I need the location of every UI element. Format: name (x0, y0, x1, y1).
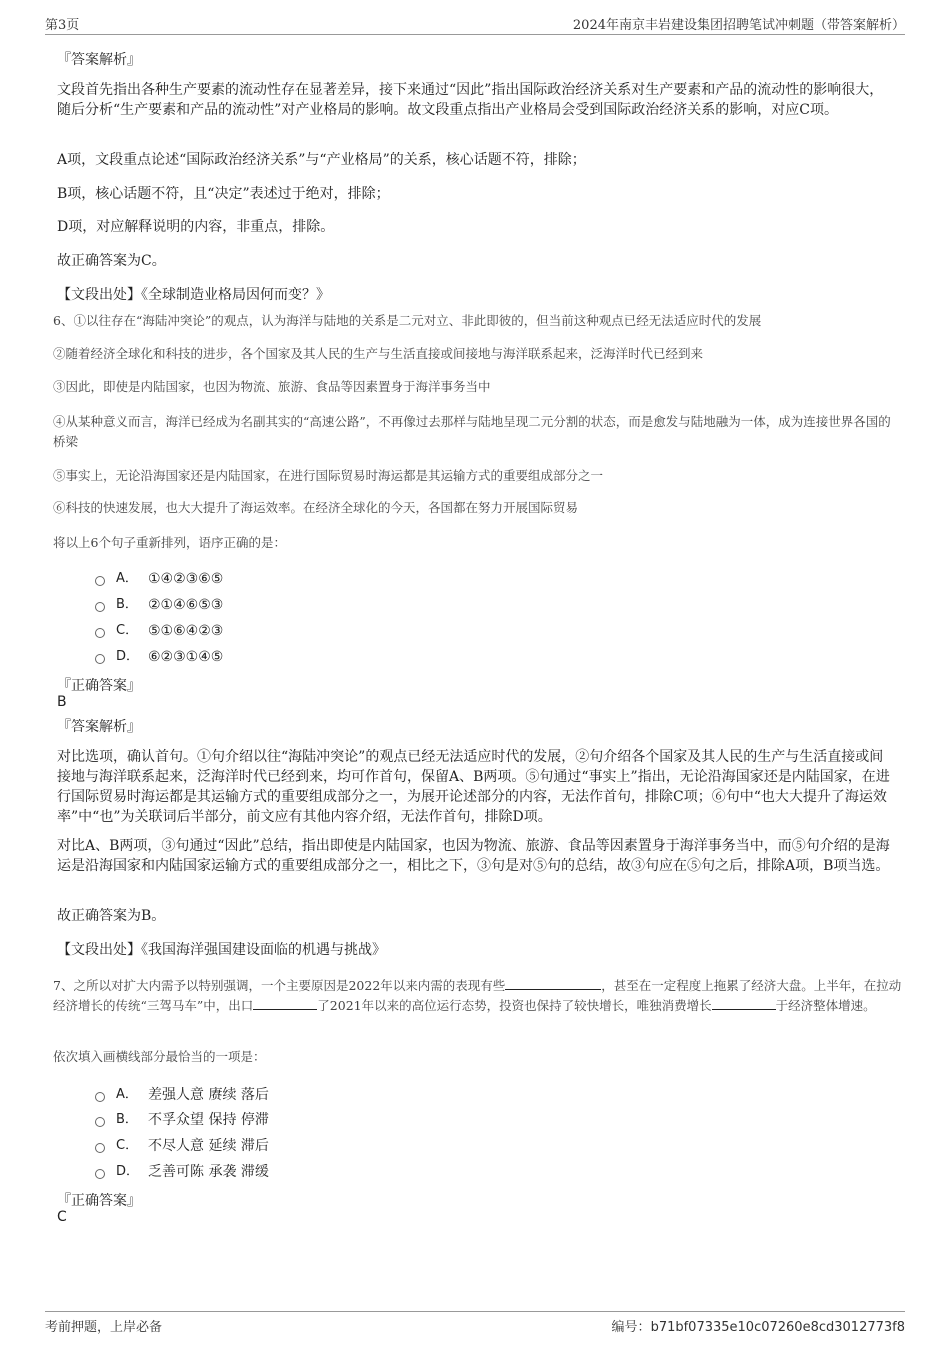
question-sentence: ⑥科技的快速发展，也大大提升了海运效率。在经济全球化的今天，各国都在努力开展国际贸易 (53, 500, 579, 515)
source-citation: 【文段出处】《我国海洋强国建设面临的机遇与挑战》 (57, 942, 386, 958)
fill-blank (505, 977, 601, 990)
radio-icon[interactable] (95, 1092, 105, 1102)
stem-part: ，甚至在一定程度上拖累了经济大盘。上半年，在拉动经济增长的传统“三驾马车”中，出口 (53, 978, 902, 1013)
question-sentence: 6、①以往存在“海陆冲突论”的观点，认为海洋与陆地的关系是二元对立、非此即彼的，但当前这种观点已经无法适应时代的发展 (53, 313, 762, 328)
analysis-paragraph: A项，文段重点论述“国际政治经济关系”与“产业格局”的关系，核心话题不符，排除； (57, 152, 586, 168)
analysis-paragraph: 对比A、B两项，③句通过“因此”总结，指出即使是内陆国家，也因为物流、旅游、食品等因素置身于海洋事务当中，而⑤句介绍的是海运是沿海国家和内陆国家运输方式的重要组成部分之一，相比之下，③句是对⑤句的总结，故③句应在⑤句之后，排除A项，B项当选。 (57, 838, 890, 874)
option-key: D． (116, 649, 140, 664)
radio-icon[interactable] (95, 576, 105, 586)
option-d[interactable] (95, 647, 223, 667)
option-a[interactable] (95, 1085, 269, 1105)
page-number: 第3页 (45, 18, 80, 33)
question-prompt: 依次填入画横线部分最恰当的一项是： (53, 1049, 266, 1064)
question-sentence: ②随着经济全球化和科技的进步，各个国家及其人民的生产与生活直接或间接地与海洋联系起来，泛海洋时代已经到来 (53, 346, 704, 361)
source-citation: 【文段出处】《全球制造业格局因何而变？》 (57, 287, 330, 303)
option-text: ②①④⑥⑤③ (148, 597, 224, 613)
question-sentence: ③因此，即使是内陆国家，也因为物流、旅游、食品等因素置身于海洋事务当中 (53, 379, 491, 394)
option-text: ①④②③⑥⑤ (148, 571, 224, 587)
option-key: C． (116, 623, 139, 638)
document-code (612, 1316, 905, 1335)
analysis-label: 『答案解析』 (57, 52, 141, 68)
radio-icon[interactable] (95, 1117, 105, 1127)
document-title: 2024年南京丰岩建设集团招聘笔试冲刺题（带答案解析） (572, 18, 905, 33)
option-text: 不尽人意 延续 滞后 (148, 1138, 269, 1154)
option-key: C． (116, 1138, 139, 1153)
answer-label: 『正确答案』 (57, 678, 141, 694)
option-text: 差强人意 赓续 落后 (148, 1087, 269, 1103)
stem-part: 了2021年以来的高位运行态势，投资也保持了较快增长，唯独消费增长 (317, 998, 712, 1013)
radio-icon[interactable] (95, 1169, 105, 1179)
option-b[interactable] (95, 595, 223, 615)
question-stem (53, 976, 903, 1016)
correct-answer: B (57, 694, 67, 710)
stem-part: 7、之所以对扩大内需予以特别强调，一个主要原因是2022年以来内需的表现有些 (53, 978, 506, 993)
analysis-paragraph: B项，核心话题不符，且“决定”表述过于绝对，排除； (57, 186, 390, 202)
stem-part: 于经济整体增速。 (775, 998, 876, 1013)
option-key: B． (116, 1112, 138, 1127)
option-d[interactable] (95, 1162, 269, 1182)
page-header (45, 14, 905, 35)
option-text: ⑤①⑥④②③ (148, 623, 224, 639)
option-key: B． (116, 597, 138, 612)
code-label: 编号： (611, 1320, 651, 1335)
analysis-paragraph: 故正确答案为C。 (57, 253, 166, 269)
option-text: 乏善可陈 承袭 滞缓 (148, 1164, 269, 1180)
fill-blank (253, 997, 317, 1010)
question-prompt: 将以上6个句子重新排列，语序正确的是： (53, 535, 286, 550)
answer-label: 『正确答案』 (57, 1193, 141, 1209)
option-text: 不孚众望 保持 停滞 (148, 1112, 269, 1128)
option-a[interactable] (95, 569, 223, 589)
analysis-paragraph: 文段首先指出各种生产要素的流动性存在显著差异，接下来通过“因此”指出国际政治经济关系对生产要素和产品的流动性的影响很大，随后分析“生产要素和产品的流动性”对产业格局的影响。故文段重点指出产业格局会受到国际政治经济关系的影响，对应C项。 (57, 82, 884, 118)
radio-icon[interactable] (95, 628, 105, 638)
option-c[interactable] (95, 621, 223, 641)
footer-slogan: 考前押题，上岸必备 (45, 1320, 163, 1335)
fill-blank (712, 997, 776, 1010)
code-value: b71bf07335e10c07260e8cd3012773f8 (650, 1320, 905, 1335)
radio-icon[interactable] (95, 1143, 105, 1153)
analysis-paragraph: 对比选项，确认首句。①句介绍以往“海陆冲突论”的观点已经无法适应时代的发展，②句介绍各个国家及其人民的生产与生活直接或间接地与海洋联系起来，泛海洋时代已经到来，均可作首句，保留A、B两项。⑤句通过“事实上”指出，无论沿海国家还是内陆国家，在进行国际贸易时海运都是其运输方式的重要组成部分之一，为展开论述部分的内容，无法作首句，排除C项；⑥句中“也大大提升了海运效率”中“也”为关联词后半部分，前文应有其他内容介绍，无法作首句，排除D项。 (57, 749, 890, 825)
option-text: ⑥②③①④⑤ (148, 649, 224, 665)
analysis-paragraph: 故正确答案为B。 (57, 908, 166, 924)
analysis-paragraph: D项，对应解释说明的内容，非重点，排除。 (57, 219, 335, 235)
correct-answer: C (57, 1209, 67, 1225)
option-c[interactable] (95, 1136, 269, 1156)
radio-icon[interactable] (95, 654, 105, 664)
option-key: D． (116, 1164, 140, 1179)
radio-icon[interactable] (95, 602, 105, 612)
option-b[interactable] (95, 1110, 269, 1130)
analysis-label: 『答案解析』 (57, 719, 141, 735)
page-footer (45, 1311, 905, 1336)
option-key: A． (116, 1087, 138, 1102)
question-sentence: ⑤事实上，无论沿海国家还是内陆国家，在进行国际贸易时海运都是其运输方式的重要组成部分之一 (53, 468, 604, 483)
option-key: A． (116, 571, 138, 586)
question-sentence: ④从某种意义而言，海洋已经成为名副其实的“高速公路”，不再像过去那样与陆地呈现二元分割的状态，而是愈发与陆地融为一体，成为连接世界各国的桥梁 (53, 414, 891, 449)
